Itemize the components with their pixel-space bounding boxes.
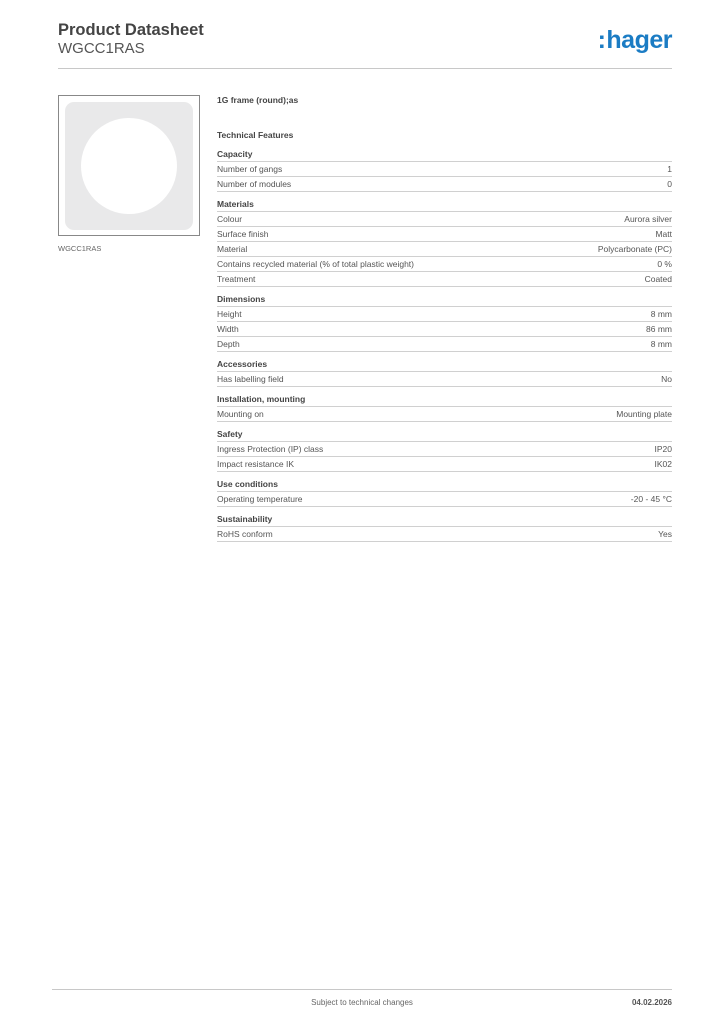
spec-value: IP20 bbox=[654, 444, 672, 454]
spec-label: Depth bbox=[217, 339, 240, 349]
spec-value: Polycarbonate (PC) bbox=[597, 244, 672, 254]
spec-label: Has labelling field bbox=[217, 374, 284, 384]
spec-section bbox=[217, 198, 672, 287]
spec-row bbox=[217, 227, 672, 242]
spec-value: 1 bbox=[667, 164, 672, 174]
spec-value: IK02 bbox=[654, 459, 672, 469]
spec-section bbox=[217, 428, 672, 472]
hager-logo bbox=[598, 28, 672, 53]
spec-value: Yes bbox=[658, 529, 672, 539]
spec-row bbox=[217, 162, 672, 177]
spec-row bbox=[217, 272, 672, 287]
header-divider bbox=[58, 68, 672, 69]
section-title: Dimensions bbox=[217, 293, 672, 307]
spec-section bbox=[217, 478, 672, 507]
spec-row bbox=[217, 307, 672, 322]
spec-value: Aurora silver bbox=[624, 214, 672, 224]
logo-colon-mark: : bbox=[597, 26, 606, 54]
spec-section bbox=[217, 393, 672, 422]
footer-date: 04.02.2026 bbox=[631, 998, 672, 1007]
spec-row bbox=[217, 372, 672, 387]
section-title: Installation, mounting bbox=[217, 393, 672, 407]
frame-plate bbox=[65, 102, 193, 230]
spec-label: Ingress Protection (IP) class bbox=[217, 444, 324, 454]
spec-row bbox=[217, 492, 672, 507]
spec-section bbox=[217, 148, 672, 192]
spec-label: Number of modules bbox=[217, 179, 292, 189]
footer-note: Subject to technical changes bbox=[311, 998, 413, 1007]
spec-row bbox=[217, 407, 672, 422]
logo-text: hager bbox=[606, 26, 672, 54]
spec-row bbox=[217, 212, 672, 227]
spec-label: Contains recycled material (% of total plastic weight) bbox=[217, 259, 414, 269]
spec-label: Number of gangs bbox=[217, 164, 283, 174]
spec-label: Operating temperature bbox=[217, 494, 303, 504]
spec-value: 86 mm bbox=[646, 324, 672, 334]
spec-row bbox=[217, 457, 672, 472]
footer-divider bbox=[52, 989, 672, 990]
spec-row bbox=[217, 177, 672, 192]
section-title: Accessories bbox=[217, 358, 672, 372]
section-title: Safety bbox=[217, 428, 672, 442]
spec-row bbox=[217, 242, 672, 257]
spec-label: RoHS conform bbox=[217, 529, 273, 539]
spec-value: 8 mm bbox=[650, 339, 672, 349]
spec-row bbox=[217, 257, 672, 272]
page-title: Product Datasheet bbox=[58, 21, 204, 39]
spec-label: Treatment bbox=[217, 274, 256, 284]
spec-label: Surface finish bbox=[217, 229, 269, 239]
spec-label: Material bbox=[217, 244, 248, 254]
spec-label: Width bbox=[217, 324, 239, 334]
spec-label: Impact resistance IK bbox=[217, 459, 295, 469]
product-name: 1G frame (round);as bbox=[217, 95, 299, 105]
spec-label: Colour bbox=[217, 214, 243, 224]
spec-value: 0 % bbox=[657, 259, 672, 269]
spec-sections bbox=[217, 148, 672, 542]
spec-row bbox=[217, 442, 672, 457]
section-title: Materials bbox=[217, 198, 672, 212]
product-image bbox=[58, 95, 200, 236]
product-reference: WGCC1RAS bbox=[58, 40, 145, 57]
spec-section bbox=[217, 293, 672, 352]
spec-value: 0 bbox=[667, 179, 672, 189]
section-title: Sustainability bbox=[217, 513, 672, 527]
spec-value: Coated bbox=[644, 274, 672, 284]
spec-row bbox=[217, 527, 672, 542]
spec-section bbox=[217, 513, 672, 542]
spec-value: Mounting plate bbox=[616, 409, 672, 419]
technical-features-title: Technical Features bbox=[217, 130, 294, 140]
spec-row bbox=[217, 322, 672, 337]
spec-content bbox=[217, 93, 672, 542]
spec-label: Height bbox=[217, 309, 242, 319]
spec-value: -20 - 45 °C bbox=[630, 494, 672, 504]
spec-row bbox=[217, 337, 672, 352]
section-title: Use conditions bbox=[217, 478, 672, 492]
section-title: Capacity bbox=[217, 148, 672, 162]
spec-section bbox=[217, 358, 672, 387]
spec-label: Mounting on bbox=[217, 409, 264, 419]
image-caption: WGCC1RAS bbox=[58, 244, 102, 253]
spec-value: Matt bbox=[655, 229, 672, 239]
spec-value: No bbox=[661, 374, 672, 384]
frame-round-opening bbox=[81, 118, 177, 214]
spec-value: 8 mm bbox=[650, 309, 672, 319]
